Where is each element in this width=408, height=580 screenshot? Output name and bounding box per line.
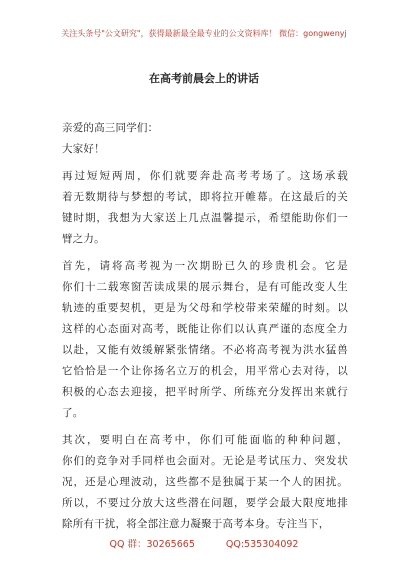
text-line: 着无数期待与梦想的考试，即将拉开帷幕。在这最后的关 bbox=[62, 191, 348, 203]
speech-body bbox=[62, 118, 348, 535]
paragraph bbox=[62, 256, 348, 424]
text-line: 除所有干扰，将全部注意力凝聚于高考本身。专注当下， bbox=[62, 518, 330, 530]
page-title: 在高考前晨会上的讲话 bbox=[149, 72, 259, 85]
footer-qq-group: QQ 群：30265665 bbox=[109, 539, 195, 550]
paragraph bbox=[62, 166, 348, 250]
footer-contact bbox=[0, 536, 408, 550]
text-line: 以赴，又能有效缓解紧张情绪。不必将高考视为洪水猛兽 bbox=[62, 344, 348, 356]
text-line: 其次，要明白在高考中，你们可能面临的种种问题， bbox=[62, 434, 348, 446]
text-line: 你们的竞争对手同样也会面对。无论是考试压力、突发状 bbox=[62, 455, 348, 467]
text-line: 大家好！ bbox=[62, 143, 105, 155]
paragraph bbox=[62, 118, 348, 139]
text-line: 积极的心态去迎接，把平时所学、所练充分发挥出来就行 bbox=[62, 386, 348, 398]
text-line: 轨迹的重要契机，更是为父母和学校带来荣耀的时刻。以 bbox=[62, 302, 348, 314]
text-line: 亲爱的高三同学们： bbox=[62, 122, 159, 134]
text-line: 这样的心态面对高考，既能让你们以认真严谨的态度全力 bbox=[62, 323, 348, 335]
footer-qq: QQ:535304092 bbox=[225, 539, 299, 550]
text-line: 况，还是心理波动，这些都不是独属于某一个人的困扰。 bbox=[62, 476, 348, 488]
text-line: 首先，请将高考视为一次期盼已久的珍贵机会。它是 bbox=[62, 260, 348, 272]
text-line: 再过短短两周，你们就要奔赴高考考场了。这场承载 bbox=[62, 170, 348, 182]
text-line: 所以，不要过分放大这些潜在问题，要学会最大限度地排 bbox=[62, 497, 348, 509]
header-notice: 关注头条号"公文研究"，获得最新最全最专业的公文资料库！ 微信：gongwenyj bbox=[61, 29, 347, 38]
paragraph bbox=[62, 430, 348, 535]
text-line: 它恰恰是一个让你扬名立万的机会，用平常心去对待，以 bbox=[62, 365, 348, 377]
text-line: 了。 bbox=[62, 407, 84, 419]
text-line: 键时期，我想为大家送上几点温馨提示，希望能助你们一 bbox=[62, 212, 348, 224]
text-line: 你们十二载寒窗苦读成果的展示舞台，是有可能改变人生 bbox=[62, 281, 348, 293]
paragraph bbox=[62, 139, 348, 160]
text-line: 臂之力。 bbox=[62, 233, 105, 245]
